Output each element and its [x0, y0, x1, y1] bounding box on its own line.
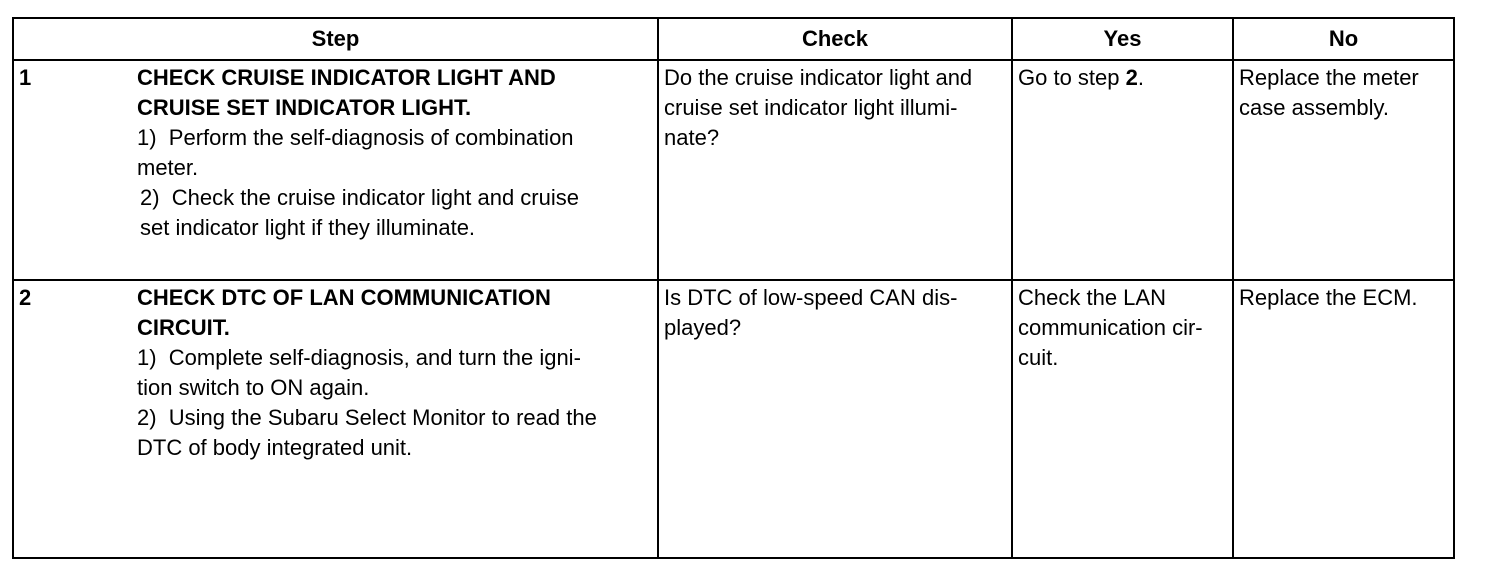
step-cell: [13, 60, 658, 280]
no-text: Replace the meter: [1239, 65, 1419, 90]
check-cell: [658, 60, 1012, 280]
yes-cell: [1012, 60, 1233, 280]
check-text: Do the cruise indicator light and: [664, 65, 973, 90]
check-text: Is DTC of low-speed CAN dis-: [664, 285, 958, 310]
step-title: CHECK CRUISE INDICATOR LIGHT AND: [137, 65, 556, 90]
step-instruction: 1) Perform the self-diagnosis of combination: [137, 125, 574, 150]
yes-text: Check the LAN: [1018, 285, 1166, 310]
step-content: [137, 61, 657, 243]
step-title: CRUISE SET INDICATOR LIGHT.: [137, 95, 472, 120]
step-instruction: 2) Using the Subaru Select Monitor to read the: [137, 405, 597, 430]
check-text: played?: [664, 315, 742, 340]
step-title: CIRCUIT.: [137, 315, 230, 340]
check-text: nate?: [664, 125, 720, 150]
yes-text: cuit.: [1018, 345, 1059, 370]
header-step: Step: [13, 18, 658, 60]
table-header-row: [13, 18, 1454, 60]
table-row: [13, 60, 1454, 280]
step-title: CHECK DTC OF LAN COMMUNICATION: [137, 285, 551, 310]
header-check: Check: [658, 18, 1012, 60]
header-no: No: [1233, 18, 1454, 60]
yes-step-link[interactable]: 2: [1125, 65, 1138, 90]
step-number: 1: [19, 65, 32, 90]
yes-cell: [1012, 280, 1233, 558]
diagnostic-table: [12, 17, 1455, 559]
step-instruction: DTC of body integrated unit.: [137, 435, 413, 460]
step-instruction: set indicator light if they illuminate.: [140, 215, 476, 240]
yes-text: Go to step: [1018, 65, 1126, 90]
yes-text-suffix: .: [1137, 65, 1144, 90]
check-text: cruise set indicator light illumi-: [664, 95, 958, 120]
no-text: Replace the ECM.: [1239, 285, 1418, 310]
no-cell: [1233, 60, 1454, 280]
step-instruction: 1) Complete self-diagnosis, and turn the igni-: [137, 345, 581, 370]
step-instruction: 2) Check the cruise indicator light and cruise: [140, 185, 579, 210]
yes-text: communication cir-: [1018, 315, 1203, 340]
table-row: [13, 280, 1454, 558]
step-content: [137, 281, 657, 463]
no-text: case assembly.: [1239, 95, 1389, 120]
step-cell: [13, 280, 658, 558]
step-number: 2: [19, 285, 32, 310]
step-instruction: tion switch to ON again.: [137, 375, 370, 400]
step-instruction: meter.: [137, 155, 199, 180]
check-cell: [658, 280, 1012, 558]
no-cell: [1233, 280, 1454, 558]
header-yes: Yes: [1012, 18, 1233, 60]
